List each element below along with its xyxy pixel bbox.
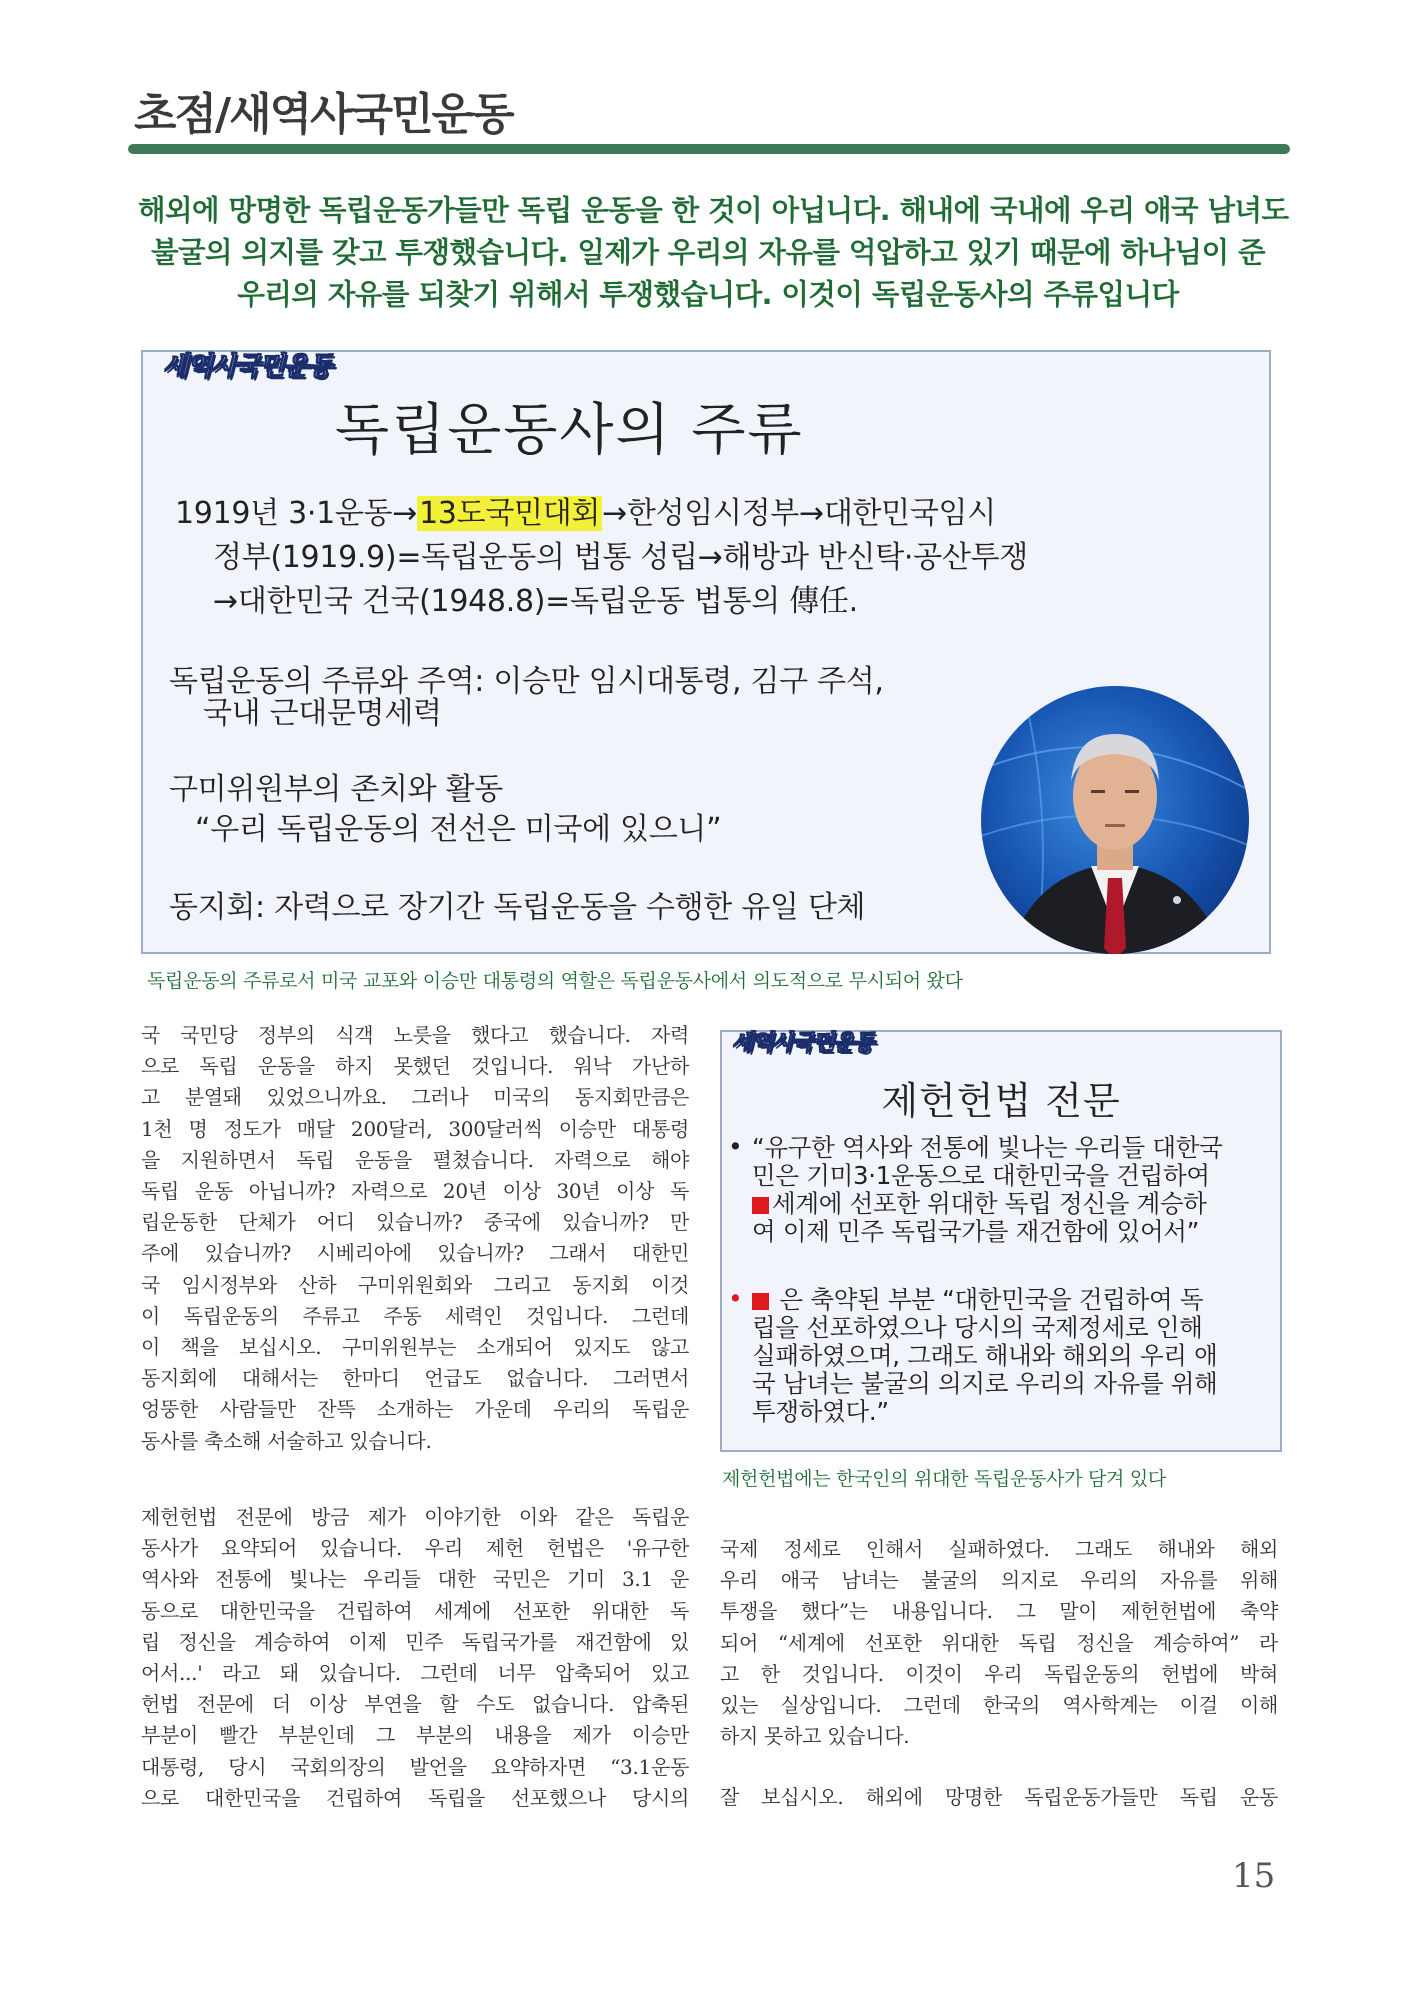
slide-constitution-preamble <box>720 1030 1282 1452</box>
body-line: 국 국민당 정부의 식객 노릇을 했다고 했습니다. 자력 <box>141 1023 689 1047</box>
body-column-right-last <box>720 1782 1278 1813</box>
note-line: 투쟁하였다.” <box>752 1397 889 1426</box>
slide-independence-mainstream <box>141 350 1271 954</box>
speaker-portrait <box>965 678 1265 954</box>
body-line: 있는 실상입니다. 그런데 한국의 역사학계는 이걸 이해 <box>720 1693 1278 1718</box>
body-line: 동으로 대한민국을 건립하여 세계에 선포한 위대한 독 <box>141 1598 689 1623</box>
timeline-rest: →한성임시정부→대한민국임시 <box>602 496 996 531</box>
lead-line: 불굴의 의지를 갖고 투쟁했습니다. 일제가 우리의 자유를 억압하고 있기 때문에 하나님이 준 <box>150 236 1266 269</box>
body-line: 동지회에 대해서는 한마디 언급도 없습니다. 그러면서 <box>141 1366 689 1391</box>
lead-line: 해외에 망명한 독립운동가들만 독립 운동을 한 것이 아닙니다. 해내에 국내에 우리 애국 남녀도 <box>138 194 1289 227</box>
slide-logo-tag: 새역사국민운동 <box>732 1031 874 1056</box>
slide1-caption: 독립운동의 주류로서 미국 교포와 이승만 대통령의 역할은 독립운동사에서 의도적으로 무시되어 왔다 <box>147 970 963 992</box>
body-line: 엉뚱한 사람들만 잔뜩 소개하는 가운데 우리의 독립운 <box>141 1397 689 1422</box>
body-line: 헌법 전문에 더 이상 부연을 할 수도 없습니다. 압축된 <box>141 1692 689 1717</box>
lead-line: 우리의 자유를 되찾기 위해서 투쟁했습니다. 이것이 독립운동사의 주류입니다 <box>237 278 1179 311</box>
slide-line: 구미위원부의 존치와 활동 <box>169 772 503 807</box>
lead-summary <box>138 190 1289 316</box>
body-line: 이 독립운동의 주류고 주동 세력인 것입니다. 그런데 <box>141 1303 689 1328</box>
slide-line: “우리 독립운동의 전선은 미국에 있으니” <box>195 812 722 847</box>
highlighted-term: 13도국민대회 <box>419 496 601 531</box>
body-column-left-bottom <box>141 1502 689 1814</box>
slide-line: →대한민국 건국(1948.8)=독립운동 법통의 傳任. <box>213 584 858 619</box>
body-column-right <box>720 1534 1278 1752</box>
body-line: 고 분열돼 있었으니까요. 그러나 미국의 동지회만큼은 <box>141 1085 689 1110</box>
slide2-caption: 제헌헌법에는 한국인의 위대한 독립운동사가 담겨 있다 <box>722 1468 1166 1490</box>
body-column-left-top <box>141 1020 689 1457</box>
red-square-marker <box>752 1293 769 1310</box>
body-line: 을 지원하면서 독립 운동을 펼쳤습니다. 자력으로 해야 <box>141 1147 689 1172</box>
slide-logo-tag: 새역사국민운동 <box>163 352 332 382</box>
body-line: 으로 독립 운동을 하지 못했던 것입니다. 워낙 가난하 <box>141 1054 689 1079</box>
bullet-dot: • <box>728 1284 743 1313</box>
body-line: 국제 정세로 인해서 실패하였다. 그래도 해내와 해외 <box>720 1537 1278 1561</box>
timeline-start: 1919년 3·1운동→ <box>175 496 418 531</box>
body-line: 고 한 것입니다. 이것이 우리 독립운동의 헌법에 박혀 <box>720 1661 1278 1686</box>
body-line: 되어 “세계에 선포한 위대한 독립 정신을 계승하여” 라 <box>720 1630 1278 1655</box>
preamble-quote <box>752 1134 1222 1246</box>
body-line: 잘 보십시오. 해외에 망명한 독립운동가들만 독립 운동 <box>720 1785 1278 1809</box>
body-line: 동사를 축소해 서술하고 있습니다. <box>141 1428 432 1453</box>
body-line: 하지 못하고 있습니다. <box>720 1724 910 1749</box>
body-line: 립운동한 단체가 어디 있습니까? 중국에 있습니까? 만 <box>141 1210 689 1235</box>
preamble-line: 여 이제 민주 독립국가를 재건함에 있어서” <box>752 1217 1200 1246</box>
preamble-line: “유구한 역사와 전통에 빛나는 우리들 대한국 <box>752 1133 1223 1162</box>
slide-title: 제헌헌법 전문 <box>881 1079 1121 1123</box>
slide-line-timeline <box>175 488 996 532</box>
body-line: 투쟁을 했다”는 내용입니다. 그 말이 제헌헌법에 축약 <box>720 1599 1278 1624</box>
bullet-dot: • <box>728 1132 743 1161</box>
body-line: 이 책을 보십시오. 구미위원부는 소개되어 있지도 않고 <box>141 1335 689 1360</box>
body-line: 어서...' 라고 돼 있습니다. 그런데 너무 압축되어 있고 <box>141 1661 689 1686</box>
body-line: 립 정신을 계승하여 이제 민주 독립국가를 재건함에 있 <box>141 1629 689 1654</box>
slide-line: 정부(1919.9)=독립운동의 법통 성립→해방과 반신탁·공산투쟁 <box>213 540 1028 575</box>
note-line: 국 남녀는 불굴의 의지로 우리의 자유를 위해 <box>752 1369 1218 1398</box>
body-line: 제헌헌법 전문에 방금 제가 이야기한 이와 같은 독립운 <box>141 1505 689 1529</box>
preamble-line: 세계에 선포한 위대한 독립 정신을 계승하 <box>772 1189 1207 1218</box>
body-line: 부분이 빨간 부분인데 그 부분의 내용을 제가 이승만 <box>141 1723 689 1748</box>
body-line: 역사와 전통에 빛나는 우리들 대한 국민은 기미 3.1 운 <box>141 1567 689 1592</box>
body-line: 1천 명 정도가 매달 200달러, 300달러씩 이승만 대통령 <box>141 1116 689 1141</box>
note-line: 립을 선포하였으나 당시의 국제정세로 인해 <box>752 1313 1203 1342</box>
header-divider <box>128 144 1290 154</box>
red-square-marker <box>752 1197 769 1214</box>
body-line: 동사가 요약되어 있습니다. 우리 제헌 헌법은 '유구한 <box>141 1536 689 1561</box>
body-line: 주에 있습니까? 시베리아에 있습니까? 그래서 대한민 <box>141 1241 689 1266</box>
note-line: 은 축약된 부분 “대한민국을 건립하여 독 <box>779 1285 1204 1314</box>
slide-line: 국내 근대문명세력 <box>203 696 442 731</box>
body-line: 국 임시정부와 산하 구미위원회와 그리고 동지회 이것 <box>141 1272 689 1297</box>
abbreviated-part-note <box>752 1286 1218 1426</box>
slide-title: 독립운동사의 주류 <box>335 398 804 463</box>
preamble-line: 민은 기미3·1운동으로 대한민국을 건립하여 <box>752 1161 1210 1190</box>
body-line: 대통령, 당시 국회의장의 발언을 요약하자면 “3.1운동 <box>141 1754 689 1779</box>
slide-line: 독립운동의 주류와 주역: 이승만 임시대통령, 김구 주석, <box>169 664 884 699</box>
slide-line: 동지회: 자력으로 장기간 독립운동을 수행한 유일 단체 <box>169 890 866 925</box>
body-line: 독립 운동 아닙니까? 자력으로 20년 이상 30년 이상 독 <box>141 1179 689 1204</box>
body-line: 우리 애국 남녀는 불굴의 의지로 우리의 자유를 위해 <box>720 1568 1278 1593</box>
page-number: 15 <box>1232 1856 1276 1896</box>
body-line: 으로 대한민국을 건립하여 독립을 선포했으나 당시의 <box>141 1785 689 1810</box>
section-title: 초점/새역사국민운동 <box>134 89 513 140</box>
note-line: 실패하였으며, 그래도 해내와 해외의 우리 애 <box>752 1341 1218 1370</box>
